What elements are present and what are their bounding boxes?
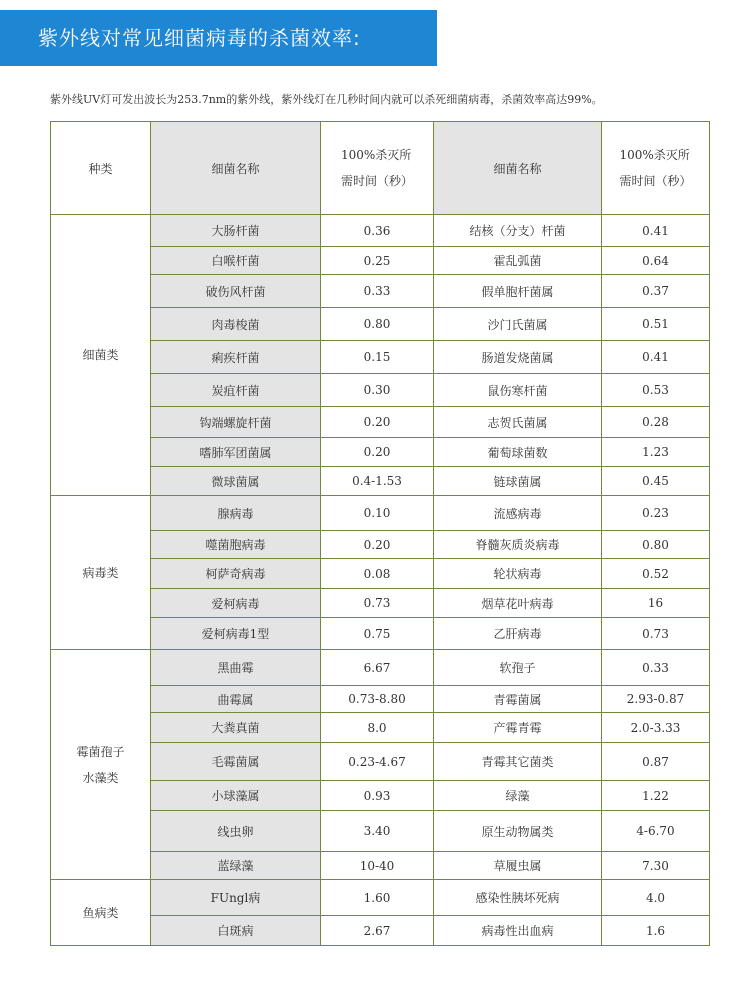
kill-time-2: 0.45 (602, 467, 710, 496)
organism-name-1: 蓝绿藻 (151, 852, 321, 880)
kill-time-1: 0.15 (321, 341, 434, 374)
organism-name-1: 黑曲霉 (151, 650, 321, 686)
organism-name-2: 病毒性出血病 (434, 916, 602, 946)
category-label (51, 900, 150, 926)
kill-time-2: 0.51 (602, 308, 710, 341)
organism-name-1: 曲霉属 (151, 686, 321, 713)
organism-name-2: 葡萄球菌数 (434, 438, 602, 467)
organism-name-2: 结核（分支）杆菌 (434, 215, 602, 247)
kill-time-1: 0.33 (321, 275, 434, 308)
kill-time-1: 2.67 (321, 916, 434, 946)
header-name-2 (434, 122, 602, 215)
organism-name-2: 假单胞杆菌属 (434, 275, 602, 308)
organism-name-1: 白喉杆菌 (151, 247, 321, 275)
kill-time-1: 0.23-4.67 (321, 743, 434, 781)
kill-time-2: 0.80 (602, 531, 710, 559)
organism-name-2: 鼠伤寒杆菌 (434, 374, 602, 407)
organism-name-1: 柯萨奇病毒 (151, 559, 321, 589)
organism-name-2: 软孢子 (434, 650, 602, 686)
organism-name-1: 微球菌属 (151, 467, 321, 496)
kill-time-2: 0.73 (602, 618, 710, 650)
kill-time-1: 0.20 (321, 407, 434, 438)
category-label-line: 鱼病类 (82, 905, 119, 920)
kill-time-1: 0.08 (321, 559, 434, 589)
category-cell (51, 650, 151, 880)
organism-name-1: 钩端螺旋杆菌 (151, 407, 321, 438)
organism-name-1: 噬菌胞病毒 (151, 531, 321, 559)
organism-name-1: 毛霉菌属 (151, 743, 321, 781)
kill-time-2: 0.37 (602, 275, 710, 308)
organism-name-1: 爱柯病毒1型 (151, 618, 321, 650)
organism-name-2: 轮状病毒 (434, 559, 602, 589)
organism-name-2: 流感病毒 (434, 496, 602, 531)
organism-name-1: 嗜肺军团菌属 (151, 438, 321, 467)
kill-time-2: 0.23 (602, 496, 710, 531)
kill-time-2: 16 (602, 589, 710, 618)
category-label-line: 水藻类 (82, 770, 119, 785)
organism-name-2: 产霉青霉 (434, 713, 602, 743)
organism-name-2: 沙门氏菌属 (434, 308, 602, 341)
category-cell (51, 880, 151, 946)
table-row (51, 496, 710, 531)
kill-time-2: 1.6 (602, 916, 710, 946)
organism-name-1: 小球藻属 (151, 781, 321, 811)
kill-time-1: 6.67 (321, 650, 434, 686)
header-time-2-line-1: 100%杀灭所 (619, 148, 690, 162)
kill-time-2: 0.64 (602, 247, 710, 275)
organism-name-1: 大肠杆菌 (151, 215, 321, 247)
organism-name-1: 肉毒梭菌 (151, 308, 321, 341)
organism-name-2: 乙肝病毒 (434, 618, 602, 650)
organism-name-1: 大粪真菌 (151, 713, 321, 743)
kill-time-2: 1.23 (602, 438, 710, 467)
header-name-2-label: 细菌名称 (493, 161, 542, 176)
kill-time-1: 0.80 (321, 308, 434, 341)
organism-name-2: 草履虫属 (434, 852, 602, 880)
header-category-label: 种类 (88, 161, 113, 176)
kill-time-2: 0.87 (602, 743, 710, 781)
kill-time-1: 0.73 (321, 589, 434, 618)
category-cell (51, 496, 151, 650)
kill-time-1: 8.0 (321, 713, 434, 743)
category-label-line: 细菌类 (82, 348, 119, 362)
organism-name-2: 原生动物属类 (434, 811, 602, 852)
organism-name-2: 绿藻 (434, 781, 602, 811)
organism-name-2: 肠道发烧菌属 (434, 341, 602, 374)
organism-name-1: 痢疾杆菌 (151, 341, 321, 374)
header-time-2-line-2: 需时间（秒） (619, 174, 692, 188)
header-time-1-line-1: 100%杀灭所 (340, 148, 412, 162)
table-header-row (51, 122, 710, 215)
kill-time-1: 0.25 (321, 247, 434, 275)
table-row (51, 880, 710, 916)
organism-name-1: 炭疽杆菌 (151, 374, 321, 407)
category-cell (51, 215, 151, 496)
kill-time-2: 0.41 (602, 215, 710, 247)
kill-time-2: 7.30 (602, 852, 710, 880)
kill-time-2: 4.0 (602, 880, 710, 916)
kill-time-1: 0.20 (321, 531, 434, 559)
organism-name-2: 烟草花叶病毒 (434, 589, 602, 618)
kill-time-2: 2.0-3.33 (602, 713, 710, 743)
header-time-2 (602, 122, 710, 215)
kill-time-2: 0.52 (602, 559, 710, 589)
header-time-1-label (341, 142, 413, 194)
category-label (51, 342, 150, 368)
kill-time-2: 0.41 (602, 341, 710, 374)
table-row (51, 650, 710, 686)
table-row (51, 215, 710, 247)
kill-time-1: 0.93 (321, 781, 434, 811)
header-name-1-label: 细菌名称 (211, 161, 260, 176)
kill-time-1: 10-40 (321, 852, 434, 880)
kill-time-2: 2.93-0.87 (602, 686, 710, 713)
page-title: 紫外线对常见细菌病毒的杀菌效率: (38, 26, 361, 50)
category-label (51, 560, 150, 586)
kill-time-1: 0.20 (321, 438, 434, 467)
header-time-1-line-2: 需时间（秒） (340, 174, 413, 188)
organism-name-1: 爱柯病毒 (151, 589, 321, 618)
organism-name-2: 青霉菌属 (434, 686, 602, 713)
organism-name-1: 腺病毒 (151, 496, 321, 531)
organism-name-1: FUngl病 (151, 880, 321, 916)
category-label-line: 病毒类 (82, 565, 119, 580)
kill-time-2: 0.28 (602, 407, 710, 438)
header-name-1 (151, 122, 321, 215)
kill-time-1: 0.10 (321, 496, 434, 531)
page-title-banner (0, 10, 437, 66)
organism-name-2: 脊髓灰质炎病毒 (434, 531, 602, 559)
header-time-2-label (619, 142, 691, 194)
header-time-1 (321, 122, 434, 215)
organism-name-1: 线虫卵 (151, 811, 321, 852)
kill-time-1: 0.73-8.80 (321, 686, 434, 713)
kill-time-1: 0.30 (321, 374, 434, 407)
organism-name-2: 链球菌属 (434, 467, 602, 496)
kill-time-1: 3.40 (321, 811, 434, 852)
organism-name-2: 志贺氏菌属 (434, 407, 602, 438)
kill-time-2: 0.53 (602, 374, 710, 407)
organism-name-2: 感染性胰坏死病 (434, 880, 602, 916)
uv-sterilization-table (50, 121, 710, 946)
kill-time-1: 0.36 (321, 215, 434, 247)
kill-time-2: 1.22 (602, 781, 710, 811)
organism-name-2: 霍乱弧菌 (434, 247, 602, 275)
kill-time-2: 0.33 (602, 650, 710, 686)
organism-name-1: 破伤风杆菌 (151, 275, 321, 308)
organism-name-1: 白斑病 (151, 916, 321, 946)
header-category (51, 122, 151, 215)
organism-name-2: 青霉其它菌类 (434, 743, 602, 781)
kill-time-2: 4-6.70 (602, 811, 710, 852)
category-label (51, 739, 150, 791)
intro-text: 紫外线UV灯可发出波长为253.7nm的紫外线，紫外线灯在几秒时间内就可以杀死细菌病毒，杀菌效率高达99%。 (50, 93, 603, 106)
kill-time-1: 0.4-1.53 (321, 467, 434, 496)
category-label-line: 霉菌孢子 (76, 744, 125, 759)
kill-time-1: 1.60 (321, 880, 434, 916)
kill-time-1: 0.75 (321, 618, 434, 650)
